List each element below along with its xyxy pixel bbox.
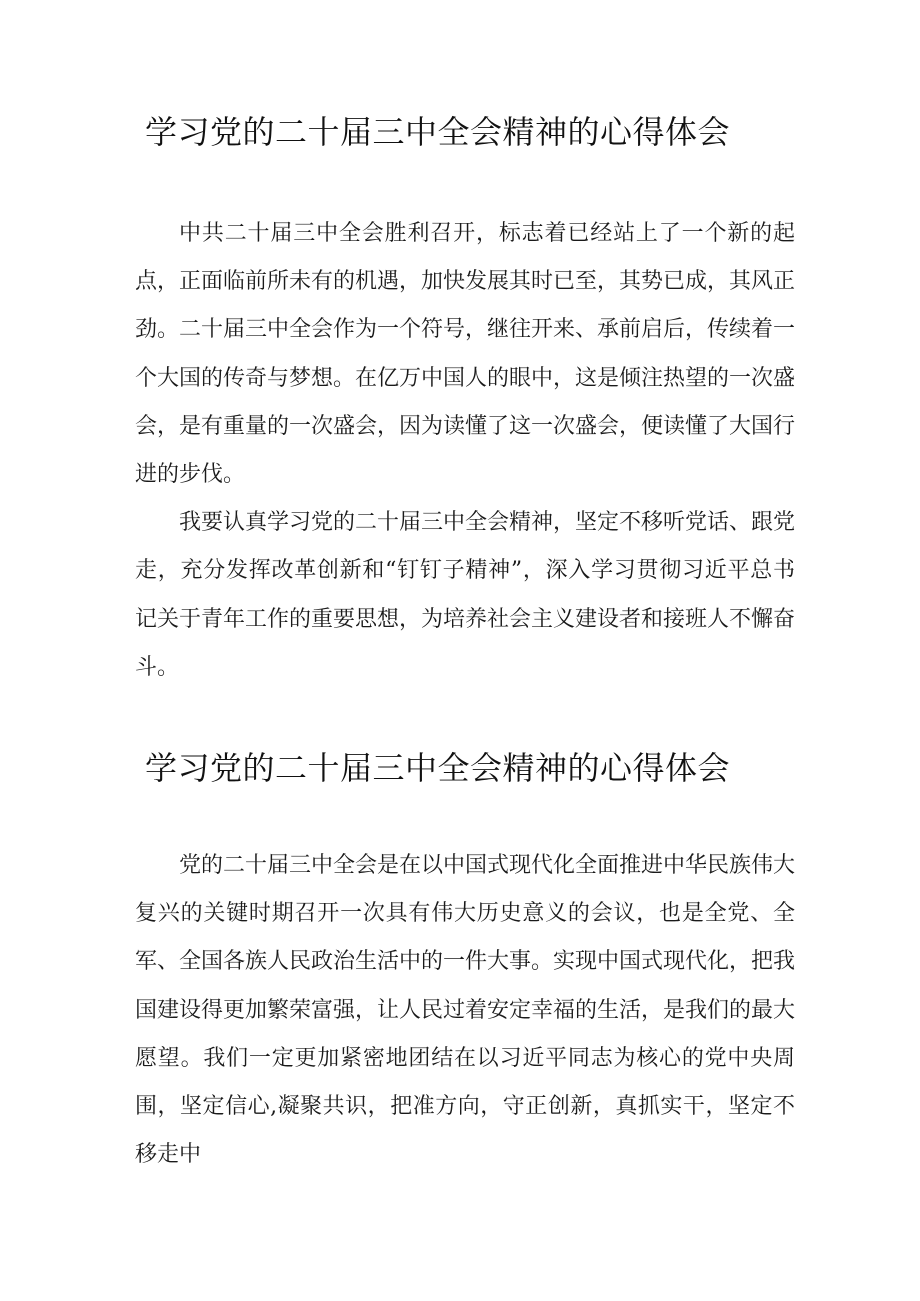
paragraph: 我要认真学习党的二十届三中全会精神，坚定不移听党话、跟党走，充分发挥改革创新和“钉钉子精神”，深入学习贯彻习近平总书记关于青年工作的重要思想，为培养社会主义建设者和接班人不懈奋斗。 xyxy=(135,510,796,680)
essay-section-1 xyxy=(0,108,920,692)
essay-title: 学习党的二十届三中全会精神的心得体会 xyxy=(145,113,731,151)
essay-body xyxy=(0,210,795,692)
paragraph: 中共二十届三中全会胜利召开，标志着已经站上了一个新的起点，正面临前所未有的机遇，加快发展其时已至，其势已成，其风正劲。二十届三中全会作为一个符号，继往开来、承前启后，传续着一个大国的传奇与梦想。在亿万中国人的眼中，这是倾注热望的一次盛会，是有重量的一次盛会，因为读懂了这一次盛会，便读懂了大国行进的步伐。 xyxy=(135,221,796,488)
essay-title: 学习党的二十届三中全会精神的心得体会 xyxy=(145,749,731,787)
essay-section-2 xyxy=(0,744,920,1179)
paragraph: 党的二十届三中全会是在以中国式现代化全面推进中华民族伟大复兴的关键时期召开一次具有伟大历史意义的会议，也是全党、全军、全国各族人民政治生活中的一件大事。实现中国式现代化，把我国建设得更加繁荣富强，让人民过着安定幸福的生活，是我们的最大愿望。我们一定更加紧密地团结在以习近平同志为核心的党中央周围，坚定信心,凝聚共识，把准方向，守正创新，真抓实干，坚定不移走中 xyxy=(135,853,796,1168)
essay-body xyxy=(0,842,795,1179)
